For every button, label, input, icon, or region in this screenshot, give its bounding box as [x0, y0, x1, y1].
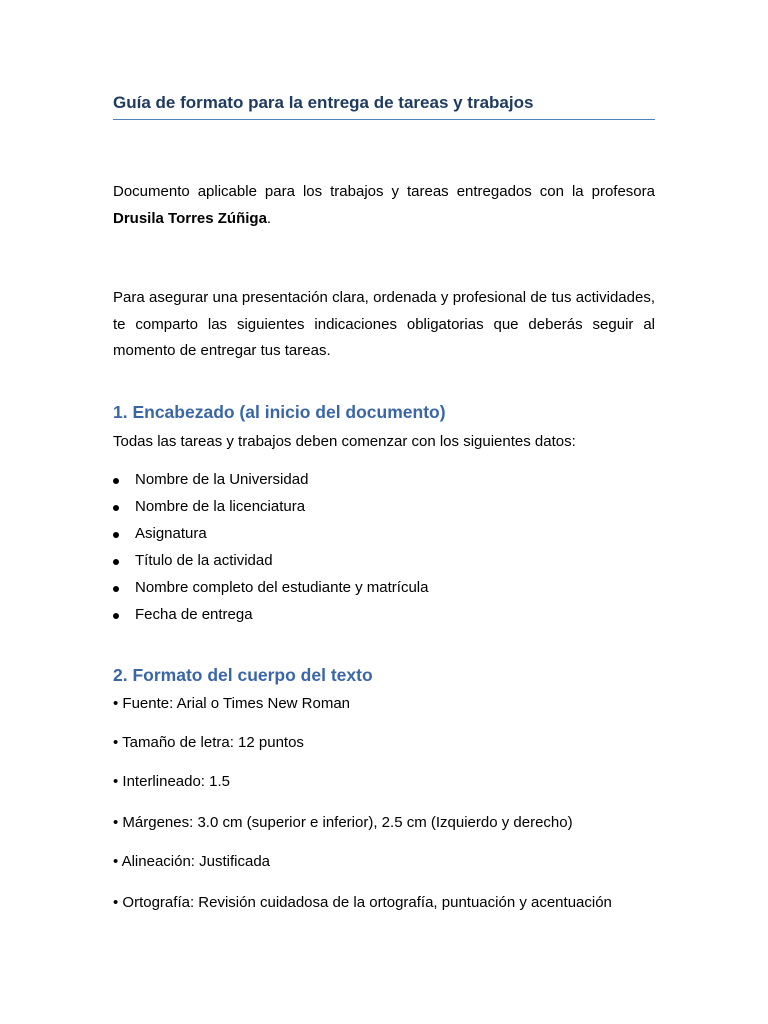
document-title: Guía de formato para la entrega de tareas y trabajos [113, 92, 655, 120]
list-item [113, 497, 428, 524]
section-heading-encabezado: 1. Encabezado (al inicio del documento) [113, 402, 446, 422]
format-item-interlineado: • Interlineado: 1.5 [113, 773, 230, 790]
list-item-label: Nombre de la licenciatura [135, 498, 306, 515]
list-item [113, 605, 428, 632]
section-intro-text: Todas las tareas y trabajos deben comenzar con los siguientes datos: [113, 433, 576, 450]
bullet-icon [113, 613, 119, 619]
intro-end: . [266, 209, 272, 227]
format-item-margenes: • Márgenes: 3.0 cm (superior e inferior), 2.5 cm (Izquierdo y derecho) [113, 814, 573, 831]
purpose-paragraph: Para asegurar una presentación clara, ordenada y profesional de tus actividades, te comparto las siguientes indicaciones obligatorias que deberás seguir al momento de entregar tus tareas. [113, 289, 655, 359]
bullet-icon [113, 532, 119, 538]
list-item [113, 551, 428, 578]
header-data-list [113, 470, 428, 632]
list-item-label: Nombre de la Universidad [135, 471, 309, 488]
format-item-alineacion: • Alineación: Justificada [113, 853, 271, 870]
list-item-label: Asignatura [135, 525, 207, 542]
list-item [113, 578, 428, 605]
list-item [113, 524, 428, 551]
list-item-label: Fecha de entrega [135, 606, 253, 623]
bullet-icon [113, 505, 119, 511]
list-item-label: Nombre completo del estudiante y matrícula [135, 579, 429, 596]
format-item-ortografia: • Ortografía: Revisión cuidadosa de la ortografía, puntuación y acentuación [113, 894, 612, 911]
bullet-icon [113, 559, 119, 565]
list-item [113, 470, 428, 497]
bullet-icon [113, 586, 119, 592]
section-heading-formato: 2. Formato del cuerpo del texto [113, 665, 373, 685]
list-item-label: Título de la actividad [135, 552, 273, 569]
format-item-fuente: • Fuente: Arial o Times New Roman [113, 695, 351, 712]
format-item-tamano: • Tamaño de letra: 12 puntos [113, 734, 304, 751]
intro-text: Documento aplicable para los trabajos y tareas entregados con la profesora [113, 183, 655, 200]
teacher-name: Drusila Torres Zúñiga [113, 209, 267, 227]
bullet-icon [113, 478, 119, 484]
intro-paragraph [113, 179, 655, 232]
